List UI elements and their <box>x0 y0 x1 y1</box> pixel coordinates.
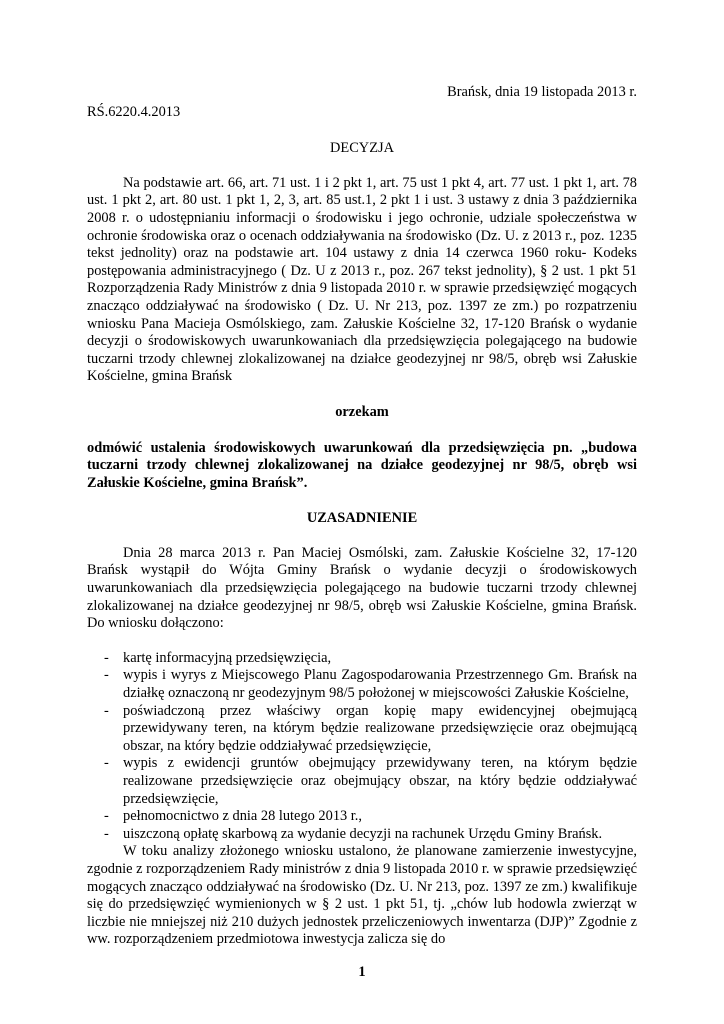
legal-basis-paragraph: Na podstawie art. 66, art. 71 ust. 1 i 2 pkt 1, art. 75 ust 1 pkt 4, art. 77 ust. 1 pkt 1, art. 78 ust. 1 pkt 2, art. 80 ust. 1 pkt 1, 2, 3, art. 85 ust.1, 2 pkt 1 i ust. 3 ustawy z dnia 3 października 2008 r. o udostępnianiu informacji o środowisku i jego ochronie, udziale społeczeństwa w ochronie środowiska oraz o ocenach oddziaływania na środowisko (Dz. U. z 2013 r., poz. 1235 tekst jednolity) oraz na podstawie art. 104 ustawy z dnia 14 czerwca 1960 roku- Kodeks postępowania administracyjnego ( Dz. U z 2013 r., poz. 267 tekst jednolity), § 2 ust. 1 pkt 51 Rozporządzenia Rady Ministrów z dnia 9 listopada 2010 r. w sprawie przedsięwzięć mogących znacząco oddziaływać na środowisko ( Dz. U. Nr 213, poz. 1397 ze zm.) po rozpatrzeniu wniosku Pana Macieja Osmólskiego, zam. Załuskie Kościelne 32, 17-120 Brańsk o wydanie decyzji o środowiskowych uwarunkowaniach dla przedsięwzięcia polegającego na budowie tuczarni trzody chlewnej zlokalizowanej na działce geodezyjnej nr 98/5, obręb wsi Załuskie Kościelne, gmina Brańsk <box>87 174 637 385</box>
justification-title: UZASADNIENIE <box>306 510 418 527</box>
page-number: 1 <box>358 964 366 980</box>
analysis-paragraph: W toku analizy złożonego wniosku ustalono, że planowane zamierzenie inwestycyjne, zgodnie z rozporządzeniem Rady ministrów z dnia 9 listopada 2010 r. w sprawie przedsięwzięć mogących znacząco oddziaływać na środowisko (Dz. U. Nr 213, poz. 1397 ze zm.) kwalifikuje się do przedsięwzięć wymienionych w § 2 ust. 1 pkt 51, tj. „chów lub hodowla zwierząt w liczbie nie mniejszej niż 210 dużych jednostek przeliczeniowych inwentarza (DJP)” Zgodnie z ww. rozporządzeniem przedmiotowa inwestycja zalicza się do <box>87 843 637 948</box>
list-item-text: wypis i wyrys z Miejscowego Planu Zagospodarowania Przestrzennego Gm. Brańsk na działkę oznaczoną nr geodezyjnym 98/5 położonej w miejscowości Załuskie Kościelne, <box>123 667 637 702</box>
decision-title: DECYZJA <box>330 140 394 157</box>
list-item <box>87 703 637 756</box>
list-dash: - <box>104 825 109 842</box>
attachments-list <box>87 650 637 844</box>
list-item-text: kartę informacyjną przedsięwzięcia, <box>123 649 332 666</box>
list-item <box>87 650 637 668</box>
list-dash: - <box>104 808 109 825</box>
list-dash: - <box>104 649 109 666</box>
list-item-text: uiszczoną opłatę skarbową za wydanie decyzji na rachunek Urzędu Gminy Brańsk. <box>123 825 603 842</box>
case-reference: RŚ.6220.4.2013 <box>87 103 181 120</box>
list-item <box>87 808 637 826</box>
orzekam-heading: orzekam <box>335 403 389 420</box>
justification-paragraph: Dnia 28 marca 2013 r. Pan Maciej Osmólski, zam. Załuskie Kościelne 32, 17-120 Brańsk wystąpił do Wójta Gminy Brańsk o wydanie decyzji o środowiskowych uwarunkowaniach dla przedsięwzięcia polegającego na budowie tuczarni trzody chlewnej zlokalizowanej na działce geodezyjnej nr 98/5, obręb wsi Załuskie Kościelne, gmina Brańsk. Do wniosku dołączono: <box>87 544 637 632</box>
document-date: Brańsk, dnia 19 listopada 2013 r. <box>447 84 637 100</box>
list-item <box>87 667 637 702</box>
list-dash: - <box>104 755 109 772</box>
list-item-text: poświadczoną przez właściwy organ kopię mapy ewidencyjnej obejmującą przewidywany teren, na którym będzie realizowane przedsięwzięcie oraz obejmującą obszar, na który będzie oddziaływać przedsięwzięcie, <box>123 702 637 754</box>
list-item-text: pełnomocnictwo z dnia 28 lutego 2013 r., <box>123 808 362 825</box>
list-item <box>87 755 637 808</box>
list-dash: - <box>104 667 109 684</box>
list-item <box>87 826 637 844</box>
decision-text: odmówić ustalenia środowiskowych uwarunkowań dla przedsięwzięcia pn. „budowa tuczarni trzody chlewnej zlokalizowanej na działce geodezyjnej nr 98/5, obręb wsi Załuskie Kościelne, gmina Brańsk”. <box>87 439 637 491</box>
list-dash: - <box>104 702 109 719</box>
list-item-text: wypis z ewidencji gruntów obejmujący przewidywany teren, na którym będzie realizowane przedsięwzięcie oraz obejmujący obszar, na który będzie oddziaływać przedsięwzięcie, <box>123 755 637 807</box>
